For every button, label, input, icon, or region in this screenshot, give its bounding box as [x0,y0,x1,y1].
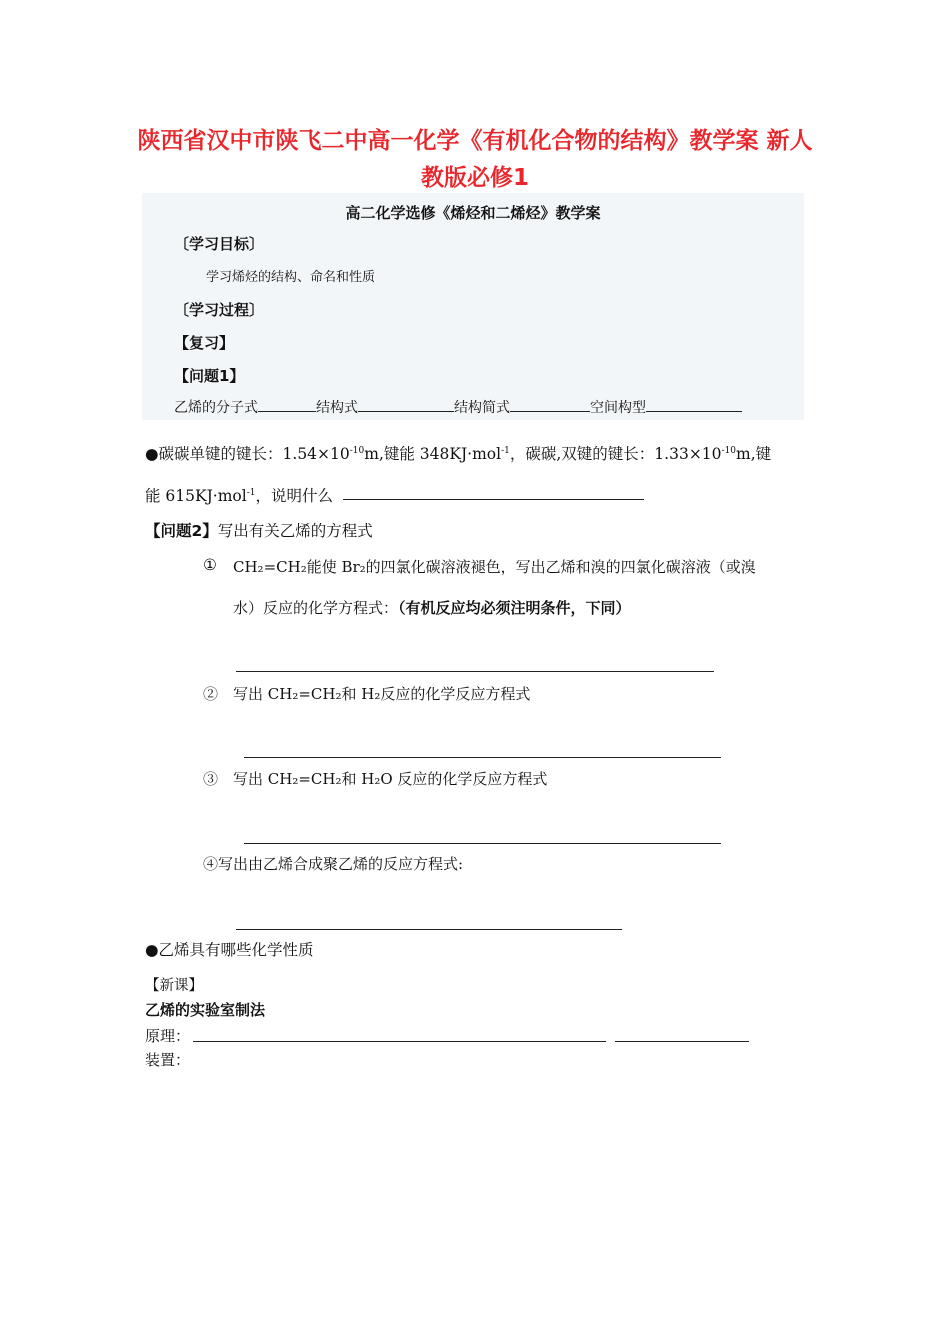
q2-row [145,519,373,541]
principle-label: 原理： [145,1027,191,1045]
answer-line-item2[interactable] [244,757,721,758]
q1-item-structure: 结构式 [316,400,358,416]
answer-line-item3[interactable] [244,843,721,844]
q1-item-simplified: 结构简式 [454,400,510,416]
new-lesson-topic: 乙烯的实验室制法 [145,1001,266,1019]
document-title-line2: 教版必修1 [420,165,529,191]
answer-line-item1[interactable] [236,671,714,672]
q2-heading: 【问题2】 [145,522,218,540]
bond-line-2: 能 615KJ·mol$^{-1}$，说明什么 [145,487,334,505]
goal-heading: 〔学习目标〕 [174,235,265,253]
q1-fill-row [174,397,742,417]
card-title: 高二化学选修《烯烃和二烯烃》教学案 [345,204,601,222]
worksheet-card [142,193,804,420]
q2-item1-line1: CH₂=CH₂能使 Br₂的四氯化碳溶液褪色，写出乙烯和溴的四氯化碳溶液（或溴 [233,558,756,576]
q1-blank-structure[interactable] [358,397,454,412]
document-title-line1: 陕西省汉中市陕飞二中高一化学《有机化合物的结构》教学案 新人 [137,128,813,154]
q1-heading: 【问题1】 [174,367,245,385]
q2-item4: ④写出由乙烯合成聚乙烯的反应方程式: [203,855,464,873]
process-heading: 〔学习过程〕 [174,301,265,319]
q2-item1-num: ① [203,556,217,574]
q2-item3: ③ 写出 CH₂=CH₂和 H₂O 反应的化学反应方程式 [203,770,548,788]
answer-line-principle-2[interactable] [615,1041,749,1042]
q1-blank-formula[interactable] [258,397,316,412]
q2-text: 写出有关乙烯的方程式 [217,522,373,540]
goal-text: 学习烯烃的结构、命名和性质 [206,270,376,285]
q2-item1-line2: 水）反应的化学方程式：（有机反应均必须注明条件，下同） [233,599,631,617]
answer-line-item4[interactable] [236,929,622,930]
new-lesson-heading: 【新课】 [145,978,203,994]
answer-line-bond[interactable] [343,499,644,500]
review-heading: 【复习】 [174,334,235,352]
q2-item2: ② 写出 CH₂=CH₂和 H₂反应的化学反应方程式 [203,685,531,703]
props-question: ●乙烯具有哪些化学性质 [145,941,314,959]
apparatus-label: 装置： [145,1051,191,1069]
q1-item-formula: 乙烯的分子式 [174,400,258,416]
q1-blank-simplified[interactable] [510,397,590,412]
bond-line-1: ●碳碳单键的键长：$1.54\times 10^{-10}m$,键能 348KJ·mol$^{-1}$，碳碳,双键的键长：$1.33\times 10^{-10}m$,键 [145,445,772,463]
q1-item-geometry: 空间构型 [590,400,646,416]
q2-note: （有机反应均必须注明条件，下同） [398,599,631,617]
answer-line-principle-1[interactable] [193,1041,606,1042]
q1-blank-geometry[interactable] [646,397,742,412]
